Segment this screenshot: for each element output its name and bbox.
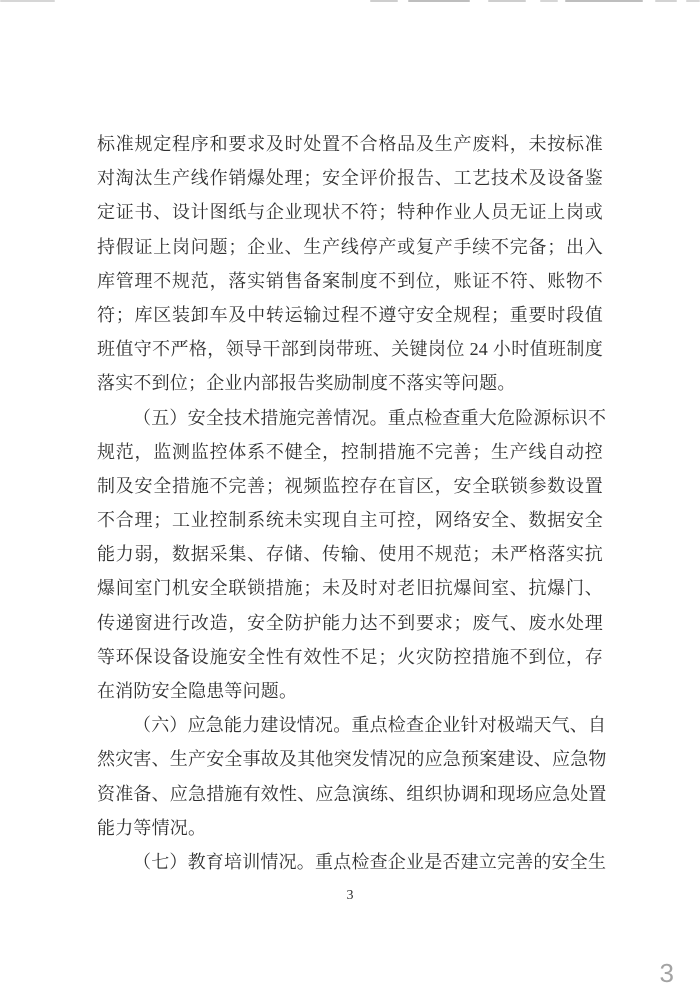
text-line: 能力等情况。 (97, 817, 207, 838)
text-line: 不合理；工业控制系统未实现自主可控，网络安全、数据安全 (97, 510, 603, 531)
text-line: 班值守不严格，领导干部到岗带班、关键岗位 24 小时值班制度 (97, 339, 603, 360)
scan-artifact (565, 0, 643, 2)
scan-artifact (0, 0, 55, 2)
scan-artifact (488, 0, 526, 2)
text-line: 持假证上岗问题；企业、生产线停产或复产手续不完备；出入 (97, 236, 603, 257)
scan-artifact (408, 0, 470, 2)
paragraph-item-5 (97, 401, 607, 709)
text-line: 符；库区装卸车及中转运输过程不遵守安全规程；重要时段值 (97, 304, 603, 325)
document-body (97, 127, 607, 879)
scan-artifact-strip (0, 0, 700, 3)
text-line: 等环保设备设施安全性有效性不足；火灾防控措施不到位，存 (97, 646, 603, 667)
text-line: （七）教育培训情况。重点检查企业是否建立完善的安全生 (133, 851, 607, 872)
text-line: 对淘汰生产线作销爆处理；安全评价报告、工艺技术及设备鉴 (97, 168, 603, 189)
text-line: 规范，监测监控体系不健全，控制措施不完善；生产线自动控 (97, 441, 603, 462)
text-line: 爆间室门机安全联锁措施；未及时对老旧抗爆间室、抗爆门、 (97, 578, 603, 599)
text-line: 然灾害、生产安全事故及其他突发情况的应急预案建设、应急物 (97, 749, 607, 770)
scan-artifact (540, 0, 558, 2)
paragraph-continuation (97, 127, 603, 401)
text-line: 落实不到位；企业内部报告奖励制度不落实等问题。 (97, 373, 516, 394)
text-line: 能力弱，数据采集、存储、传输、使用不规范；未严格落实抗 (97, 544, 603, 565)
paragraph-item-6 (97, 708, 607, 845)
text-line: 资准备、应急措施有效性、应急演练、组织协调和现场应急处置 (97, 783, 607, 804)
corner-page-label: 3 (659, 958, 674, 988)
text-line: （六）应急能力建设情况。重点检查企业针对极端天气、自 (133, 715, 607, 736)
text-line: （五）安全技术措施完善情况。重点检查重大危险源标识不 (133, 407, 607, 428)
scan-artifact (370, 0, 398, 2)
text-line: 传递窗进行改造，安全防护能力达不到要求；废气、废水处理 (97, 612, 603, 633)
text-line: 库管理不规范，落实销售备案制度不到位，账证不符、账物不 (97, 270, 603, 291)
text-line: 定证书、设计图纸与企业现状不符；特种作业人员无证上岗或 (97, 202, 603, 223)
text-line: 制及安全措施不完善；视频监控存在盲区，安全联锁参数设置 (97, 475, 603, 496)
scan-artifact (686, 0, 700, 2)
text-line: 在消防安全隐患等问题。 (97, 681, 298, 701)
text-line: 标准规定程序和要求及时处置不合格品及生产废料，未按标准 (97, 134, 603, 154)
page-number: 3 (346, 888, 354, 903)
paragraph-item-7 (97, 845, 607, 879)
scan-artifact (655, 0, 677, 2)
